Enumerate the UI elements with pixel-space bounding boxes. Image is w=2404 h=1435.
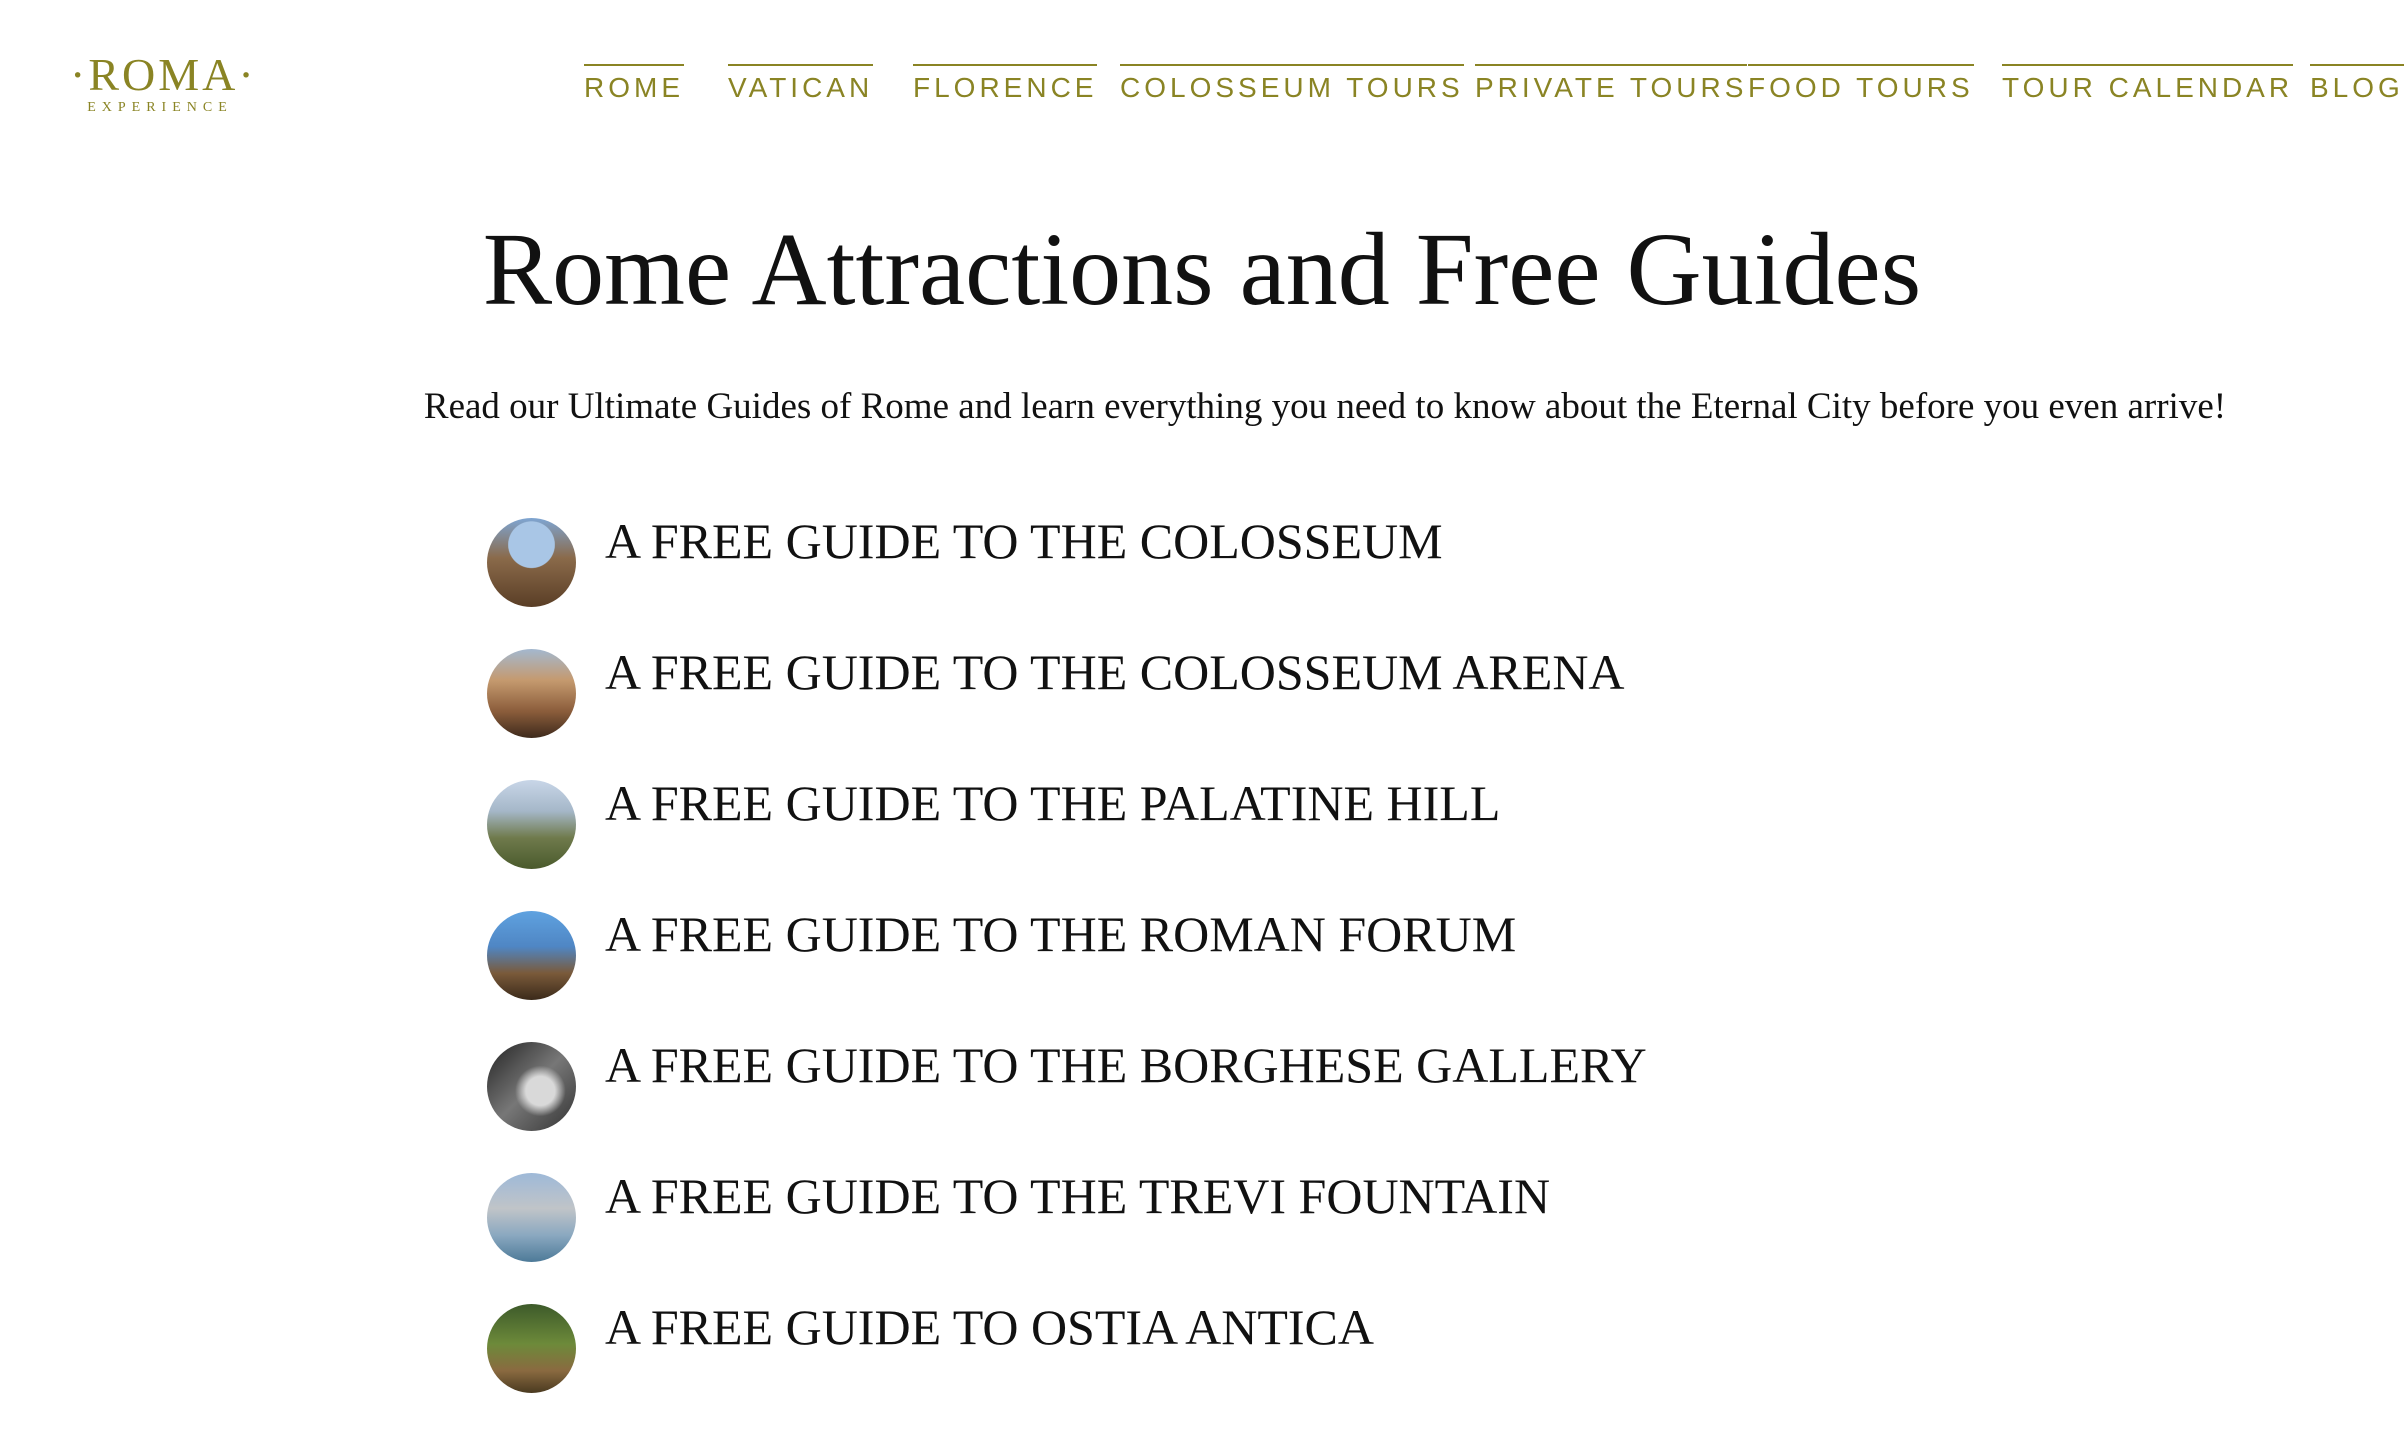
roman-forum-thumbnail[interactable] bbox=[487, 911, 576, 1000]
guide-link[interactable]: A FREE GUIDE TO OSTIA ANTICA bbox=[605, 1299, 1375, 1355]
guide-link[interactable]: A FREE GUIDE TO THE PALATINE HILL bbox=[605, 775, 1501, 831]
logo-wordmark: ·ROMA· bbox=[70, 49, 257, 100]
ostia-antica-thumbnail[interactable] bbox=[487, 1304, 576, 1393]
page-title: Rome Attractions and Free Guides bbox=[482, 212, 1922, 327]
palatine-hill-thumbnail[interactable] bbox=[487, 780, 576, 869]
nav-item-food-tours[interactable]: FOOD TOURS bbox=[1748, 64, 1974, 112]
roma-experience-logo[interactable] bbox=[70, 49, 257, 125]
nav-item-blog[interactable]: BLOG bbox=[2310, 64, 2404, 112]
nav-item-private-tours[interactable]: PRIVATE TOURS bbox=[1475, 64, 1747, 112]
borghese-gallery-thumbnail[interactable] bbox=[487, 1042, 576, 1131]
nav-item-vatican[interactable]: VATICAN bbox=[728, 64, 873, 112]
guide-link[interactable]: A FREE GUIDE TO THE COLOSSEUM bbox=[605, 513, 1443, 569]
colosseum-arena-thumbnail[interactable] bbox=[487, 649, 576, 738]
nav-item-rome[interactable]: ROME bbox=[584, 64, 684, 112]
nav-item-colosseum-tours[interactable]: COLOSSEUM TOURS bbox=[1120, 64, 1464, 112]
nav-item-tour-calendar[interactable]: TOUR CALENDAR bbox=[2002, 64, 2293, 112]
nav-item-florence[interactable]: FLORENCE bbox=[913, 64, 1097, 112]
page-subtitle: Read our Ultimate Guides of Rome and learn everything you need to know about the Eternal City before you even arrive! bbox=[423, 386, 2227, 427]
logo-tagline: EXPERIENCE bbox=[87, 100, 233, 115]
site-header bbox=[0, 0, 2404, 160]
guide-link[interactable]: A FREE GUIDE TO THE ROMAN FORUM bbox=[605, 906, 1517, 962]
colosseum-thumbnail[interactable] bbox=[487, 518, 576, 607]
guide-link[interactable]: A FREE GUIDE TO THE TREVI FOUNTAIN bbox=[605, 1168, 1551, 1224]
trevi-fountain-thumbnail[interactable] bbox=[487, 1173, 576, 1262]
guide-link[interactable]: A FREE GUIDE TO THE COLOSSEUM ARENA bbox=[605, 644, 1625, 700]
guide-link[interactable]: A FREE GUIDE TO THE BORGHESE GALLERY bbox=[605, 1037, 1647, 1093]
